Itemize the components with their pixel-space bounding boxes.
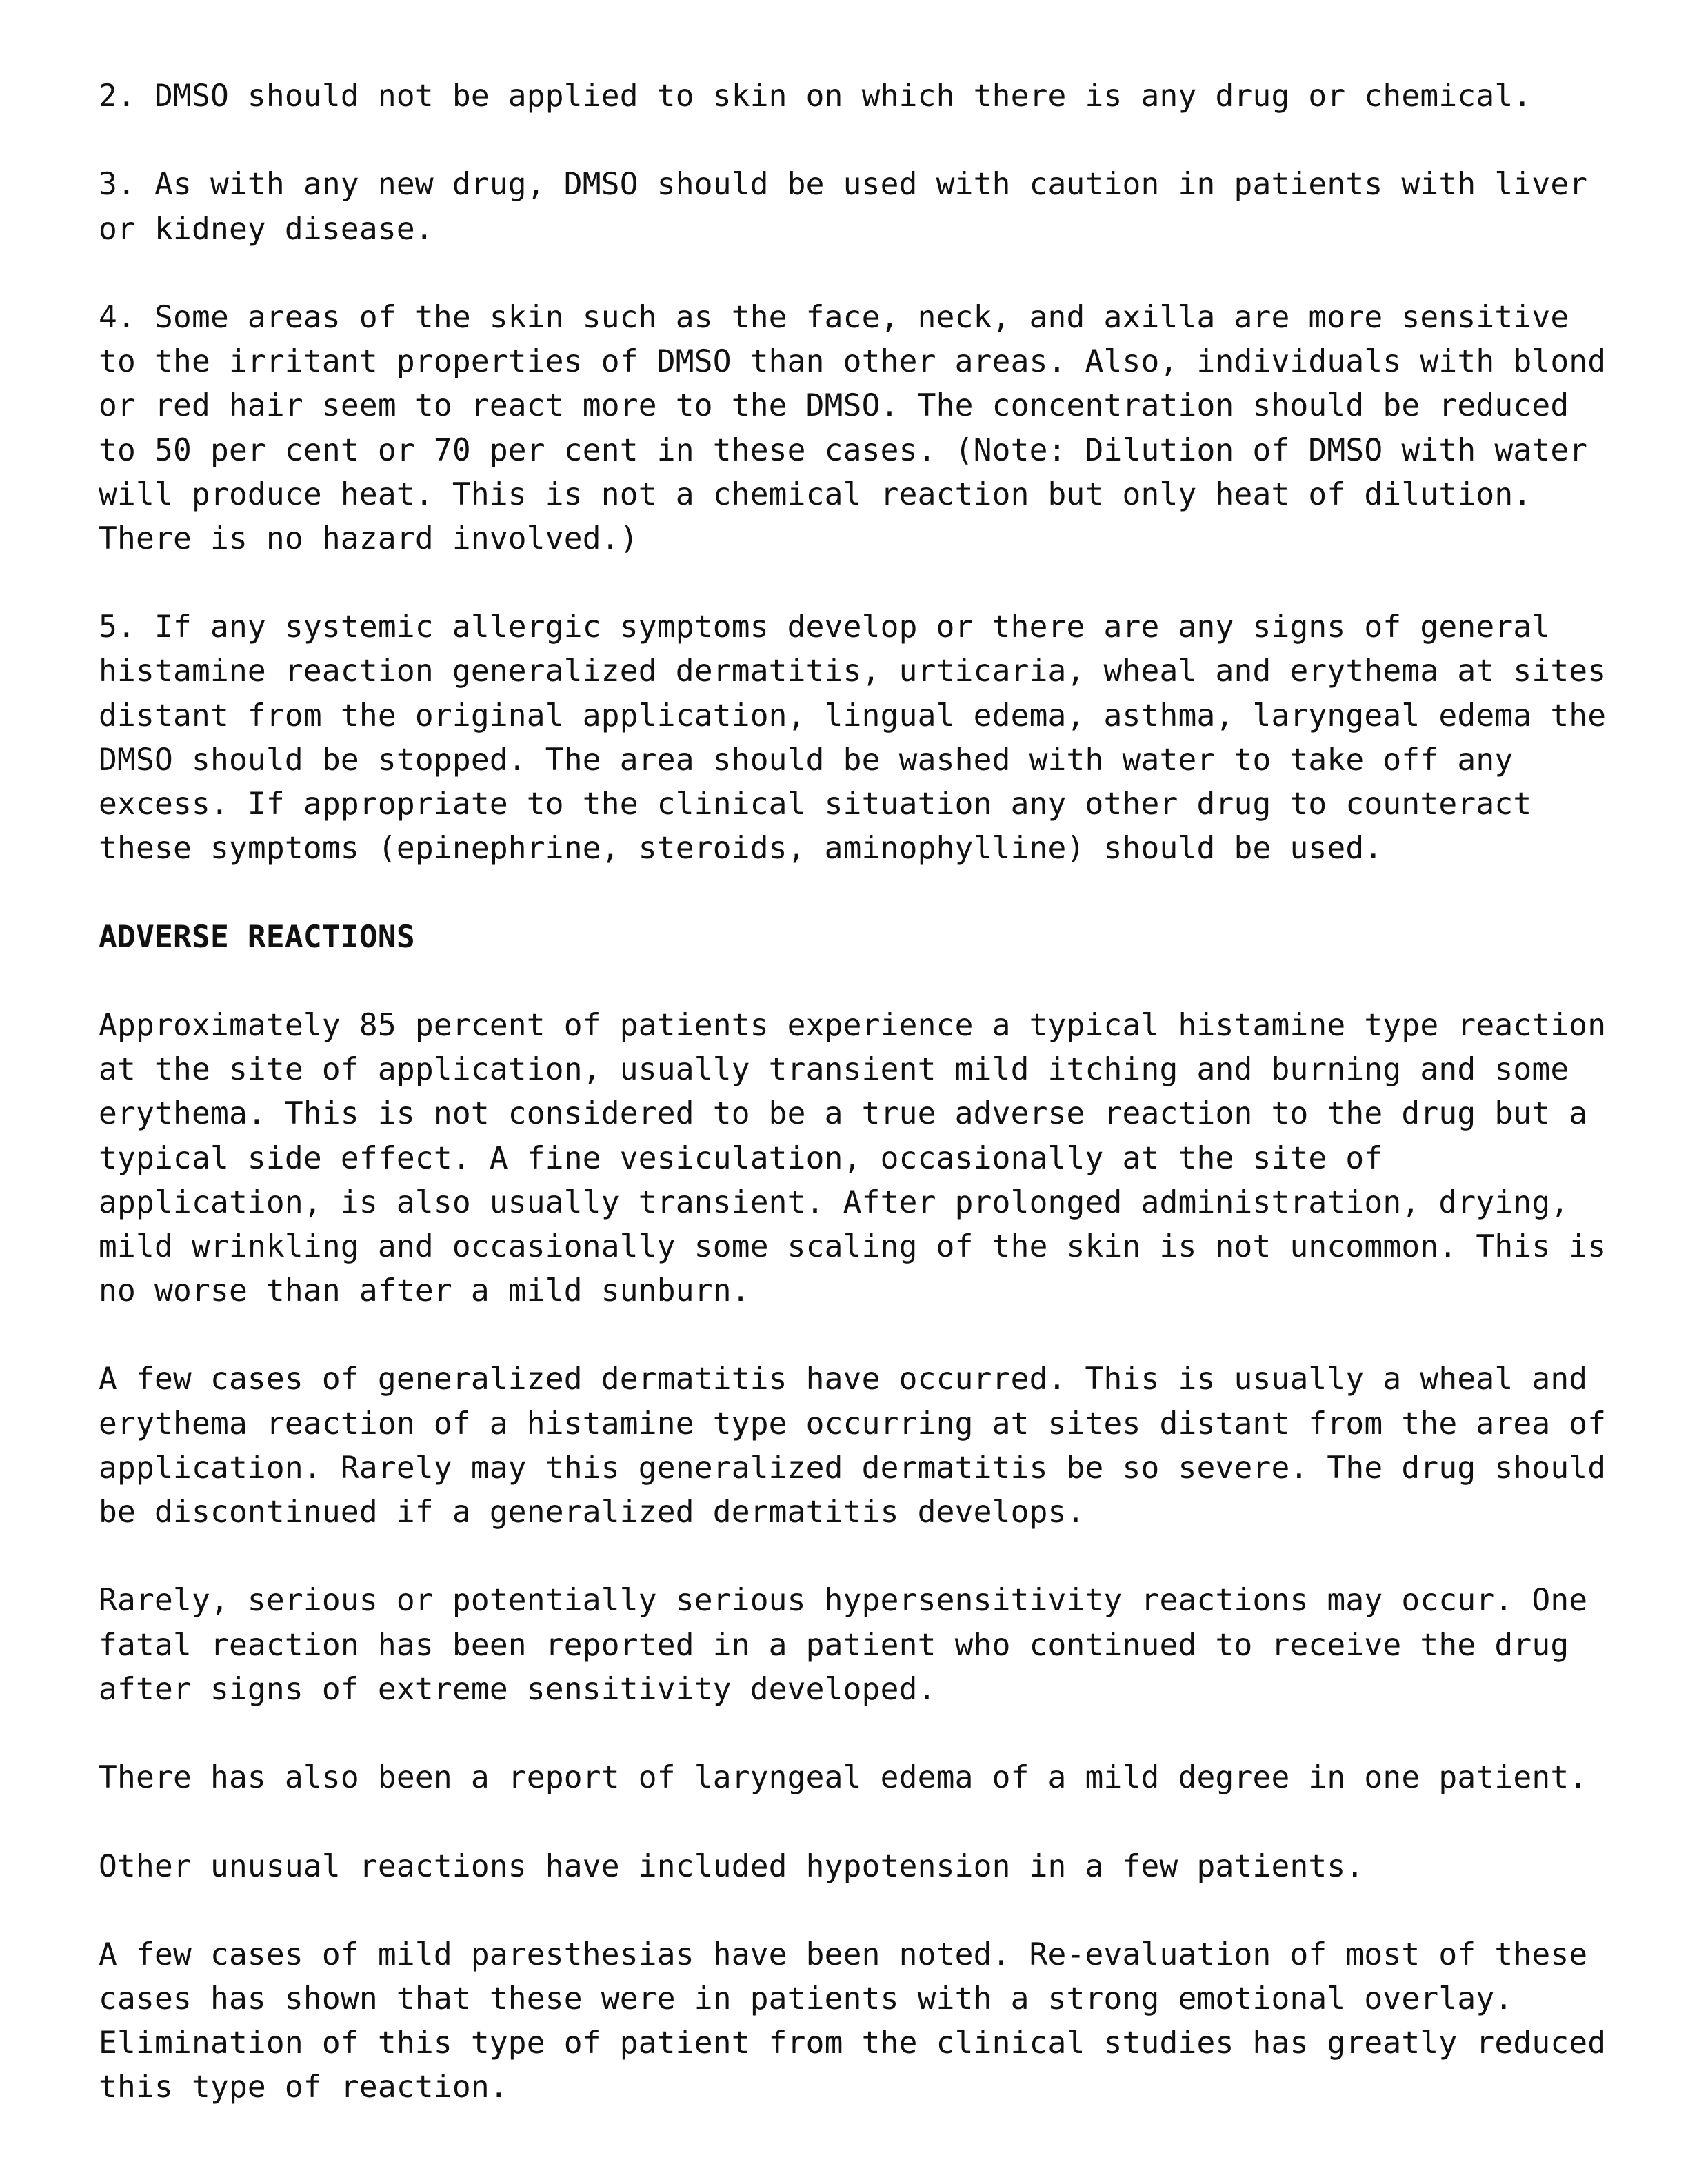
text-line: There has also been a report of laryngeal edema of a mild degree in one patient. [99, 1760, 1588, 1796]
text-line: or kidney disease. [99, 211, 434, 247]
section-heading-adverse-reactions: ADVERSE REACTIONS [99, 919, 415, 955]
text-line: application, is also usually transient. After prolonged administration, drying, [99, 1184, 1569, 1220]
text-line: 4. Some areas of the skin such as the face, neck, and axilla are more sensitive [99, 299, 1569, 335]
text-line: excess. If appropriate to the clinical situation any other drug to counteract [99, 787, 1532, 822]
list-item-3 [99, 163, 1616, 251]
document-page [99, 74, 1616, 2154]
paragraph-hypersensitivity [99, 1579, 1616, 1712]
text-line: 3. As with any new drug, DMSO should be used with caution in patients with liver [99, 167, 1588, 203]
text-line: cases has shown that these were in patients with a strong emotional overlay. [99, 1981, 1514, 2017]
text-line: distant from the original application, lingual edema, asthma, laryngeal edema the [99, 698, 1607, 734]
list-item-5 [99, 605, 1616, 871]
text-line: histamine reaction generalized dermatitis, urticaria, wheal and erythema at sites [99, 654, 1607, 689]
text-line: to the irritant properties of DMSO than other areas. Also, individuals with blond [99, 344, 1607, 380]
text-line: 5. If any systemic allergic symptoms develop or there are any signs of general [99, 609, 1551, 645]
paragraph-histamine-reaction [99, 1004, 1616, 1313]
paragraph-paresthesias [99, 1933, 1616, 2110]
text-line: A few cases of mild paresthesias have been noted. Re-evaluation of most of these [99, 1937, 1588, 1972]
text-line: at the site of application, usually transient mild itching and burning and some [99, 1052, 1569, 1088]
text-line: to 50 per cent or 70 per cent in these cases. (Note: Dilution of DMSO with water [99, 432, 1588, 468]
text-line: mild wrinkling and occasionally some scaling of the skin is not uncommon. This is [99, 1228, 1607, 1264]
text-line: Elimination of this type of patient from the clinical studies has greatly reduced [99, 2025, 1607, 2061]
list-item-4 [99, 296, 1616, 561]
text-line: fatal reaction has been reported in a patient who continued to receive the drug [99, 1627, 1569, 1663]
text-line: Rarely, serious or potentially serious hypersensitivity reactions may occur. One [99, 1583, 1588, 1619]
text-line: typical side effect. A fine vesiculation, occasionally at the site of [99, 1140, 1383, 1176]
text-line: 2. DMSO should not be applied to skin on which there is any drug or chemical. [99, 79, 1532, 114]
text-line: or red hair seem to react more to the DMSO. The concentration should be reduced [99, 388, 1569, 424]
text-line: Approximately 85 percent of patients experience a typical histamine type reaction [99, 1007, 1607, 1043]
text-line: be discontinued if a generalized dermatitis develops. [99, 1495, 1085, 1530]
text-line: A few cases of generalized dermatitis have occurred. This is usually a wheal and [99, 1362, 1588, 1397]
text-line: this type of reaction. [99, 2070, 508, 2105]
paragraph-laryngeal-edema [99, 1756, 1616, 1800]
text-line: no worse than after a mild sunburn. [99, 1273, 750, 1309]
text-line: erythema reaction of a histamine type occurring at sites distant from the area of [99, 1406, 1607, 1442]
text-line: erythema. This is not considered to be a true adverse reaction to the drug but a [99, 1096, 1588, 1132]
text-line: these symptoms (epinephrine, steroids, aminophylline) should be used. [99, 831, 1383, 867]
text-line: application. Rarely may this generalized dermatitis be so severe. The drug should [99, 1450, 1607, 1486]
list-item-2 [99, 74, 1616, 119]
text-line: will produce heat. This is not a chemical reaction but only heat of dilution. [99, 476, 1532, 512]
text-line: Other unusual reactions have included hypotension in a few patients. [99, 1848, 1365, 1884]
text-line: DMSO should be stopped. The area should be washed with water to take off any [99, 742, 1514, 778]
text-line: There is no hazard involved.) [99, 520, 639, 556]
text-line: after signs of extreme sensitivity developed. [99, 1671, 936, 1707]
paragraph-hypotension [99, 1845, 1616, 1889]
paragraph-generalized-dermatitis [99, 1357, 1616, 1535]
